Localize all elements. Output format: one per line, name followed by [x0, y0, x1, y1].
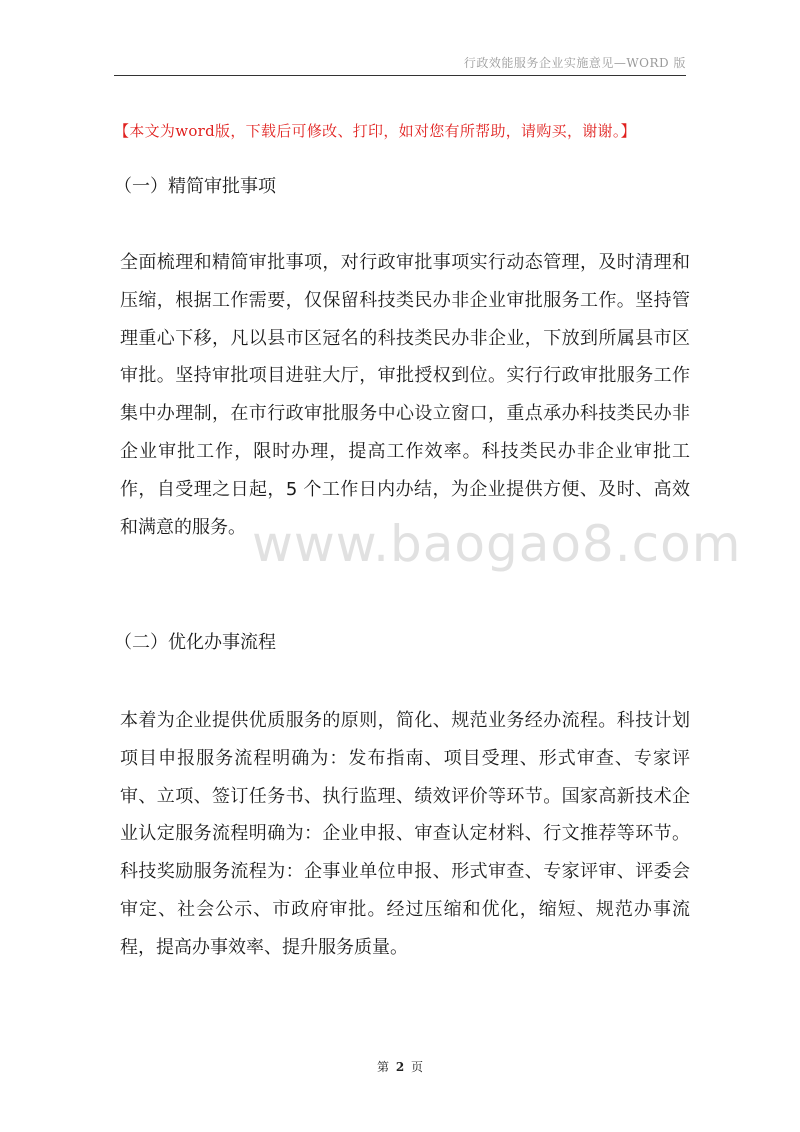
watermark: www.baogao8.com	[252, 515, 742, 573]
footer-suffix: 页	[411, 1060, 424, 1074]
header-divider	[114, 75, 686, 76]
page-footer	[0, 1058, 800, 1075]
section-body-2: 本着为企业提供优质服务的原则，简化、规范业务经办流程。科技计划项目申报服务流程明确为：发布指南、项目受理、形式审查、专家评审、立项、签订任务书、执行监理、绩效评价等环节。国家高新技术企业认定服务流程明确为：企业申报、审查认定材料、行文推荐等环节。科技奖励服务流程为：企事业单位申报、形式审查、专家评审、评委会审定、社会公示、市政府审批。经过压缩和优化，缩短、规范办事流程，提高办事效率、提升服务质量。	[120, 710, 690, 958]
section-heading-2: （二）优化办事流程	[114, 632, 276, 653]
page-number: 2	[395, 1060, 405, 1074]
footer-prefix: 第	[376, 1060, 389, 1074]
section-body-1: 全面梳理和精简审批事项，对行政审批事项实行动态管理，及时清理和压缩，根据工作需要，仅保留科技类民办非企业审批服务工作。坚持管理重心下移，凡以县市区冠名的科技类民办非企业，下放到所属县市区审批。坚持审批项目进驻大厅，审批授权到位。实行行政审批服务工作集中办理制，在市行政审批服务中心设立窗口，重点承办科技类民办非企业审批工作，限时办理，提高工作效率。科技类民办非企业审批工作，自受理之日起，5 个工作日内办结，为企业提供方便、及时、高效和满意的服务。	[120, 252, 690, 538]
section-heading-1: （一）精简审批事项	[114, 176, 276, 197]
running-header: 行政效能服务企业实施意见—WORD 版	[463, 56, 686, 70]
purchase-notice: 【本文为word版，下载后可修改、打印，如对您有所帮助，请购买，谢谢。】	[114, 122, 636, 140]
